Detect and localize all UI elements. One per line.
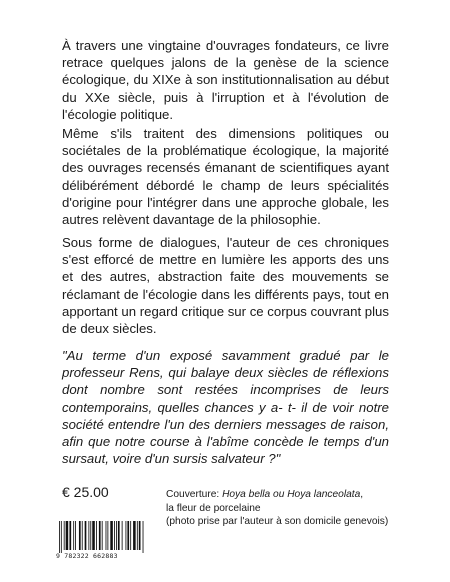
- barcode-bar: [127, 521, 129, 550]
- barcode-bar: [114, 521, 115, 550]
- barcode-bar: [88, 521, 89, 550]
- barcode-digits: 9 782322 662883: [56, 552, 118, 560]
- barcode-bar: [137, 521, 138, 550]
- summary-paragraph-2: Même s'ils traitent des dimensions politiques ou sociétales de la problématique écologique, la majorité des ouvrages recensés émanant de scientifiques ayant délibérément débordé le champ de leurs spécialités d'origine pour l'intégrer dans une approche globale, les autres relèvent davantage de la philosophie.: [62, 126, 389, 228]
- barcode-bar: [79, 521, 81, 550]
- barcode-bar: [107, 521, 108, 550]
- price-label: € 25.00: [62, 484, 109, 500]
- barcode-bar: [130, 521, 131, 550]
- barcode-bar: [92, 521, 95, 550]
- barcode-bar: [116, 521, 117, 550]
- barcode-bar: [110, 521, 113, 550]
- barcode-bar: [139, 521, 141, 550]
- barcode-bar: [126, 521, 127, 550]
- barcode-bar: [143, 521, 144, 553]
- barcode-bar: [133, 521, 136, 550]
- caption-line-2: la fleur de porcelaine: [166, 502, 261, 514]
- barcode-bars: [58, 521, 156, 553]
- barcode-bar: [85, 521, 87, 550]
- caption-line-1: [166, 488, 396, 502]
- caption-prefix: Couverture:: [166, 489, 223, 500]
- barcode-bar: [99, 521, 101, 550]
- caption-species: Hoya bella ou Hoya lanceolata: [222, 489, 361, 500]
- barcode-bar: [82, 521, 83, 550]
- barcode-bar: [66, 521, 69, 550]
- barcode-bar: [106, 521, 107, 550]
- barcode-bar: [102, 521, 103, 550]
- caption-suffix: ,: [360, 489, 364, 500]
- barcode-bar: [69, 521, 71, 550]
- caption-line-3: (photo prise par l'auteur à son domicile genevois): [166, 516, 389, 528]
- review-quote: "Au terme d'un exposé savamment gradué par le professeur Rens, qui balaye deux siècles de réflexions dont nombre sont restées incomprises de leurs contemporains, quelles chances y a- t- il de voir notre société entendre l'un des derniers messages de raison, afin que notre course à l'abîme concède le temps d'un sursaut, voire d'un sursis salvateur ?": [62, 348, 389, 467]
- barcode-bar: [90, 521, 91, 550]
- summary-paragraph-1: À travers une vingtaine d'ouvrages fondateurs, ce livre retrace quelques jalons de la genèse de la science écologique, du XIXe à son institutionnalisation au début du XXe siècle, puis à l'irruption et à l'évolution de l'écologie politique.: [62, 38, 389, 122]
- barcode-bar: [122, 521, 123, 550]
- barcode-bar: [75, 521, 76, 550]
- barcode-bar: [61, 521, 62, 553]
- barcode-bar: [96, 521, 97, 550]
- summary-paragraph-3: Sous forme de dialogues, l'auteur de ces chroniques s'est efforcé de mettre en lumière les apports des uns et des autres, abstraction faite des mouvements se réclamant de l'écologie dans les différents pays, tout en apportant un regard critique sur ce corpus couvrant plus de deux siècles.: [62, 235, 389, 337]
- barcode-bar: [118, 521, 120, 550]
- barcode-bar: [59, 521, 60, 553]
- cover-caption: [166, 488, 396, 529]
- barcode-bar: [64, 521, 65, 550]
- barcode-bar: [73, 521, 74, 550]
